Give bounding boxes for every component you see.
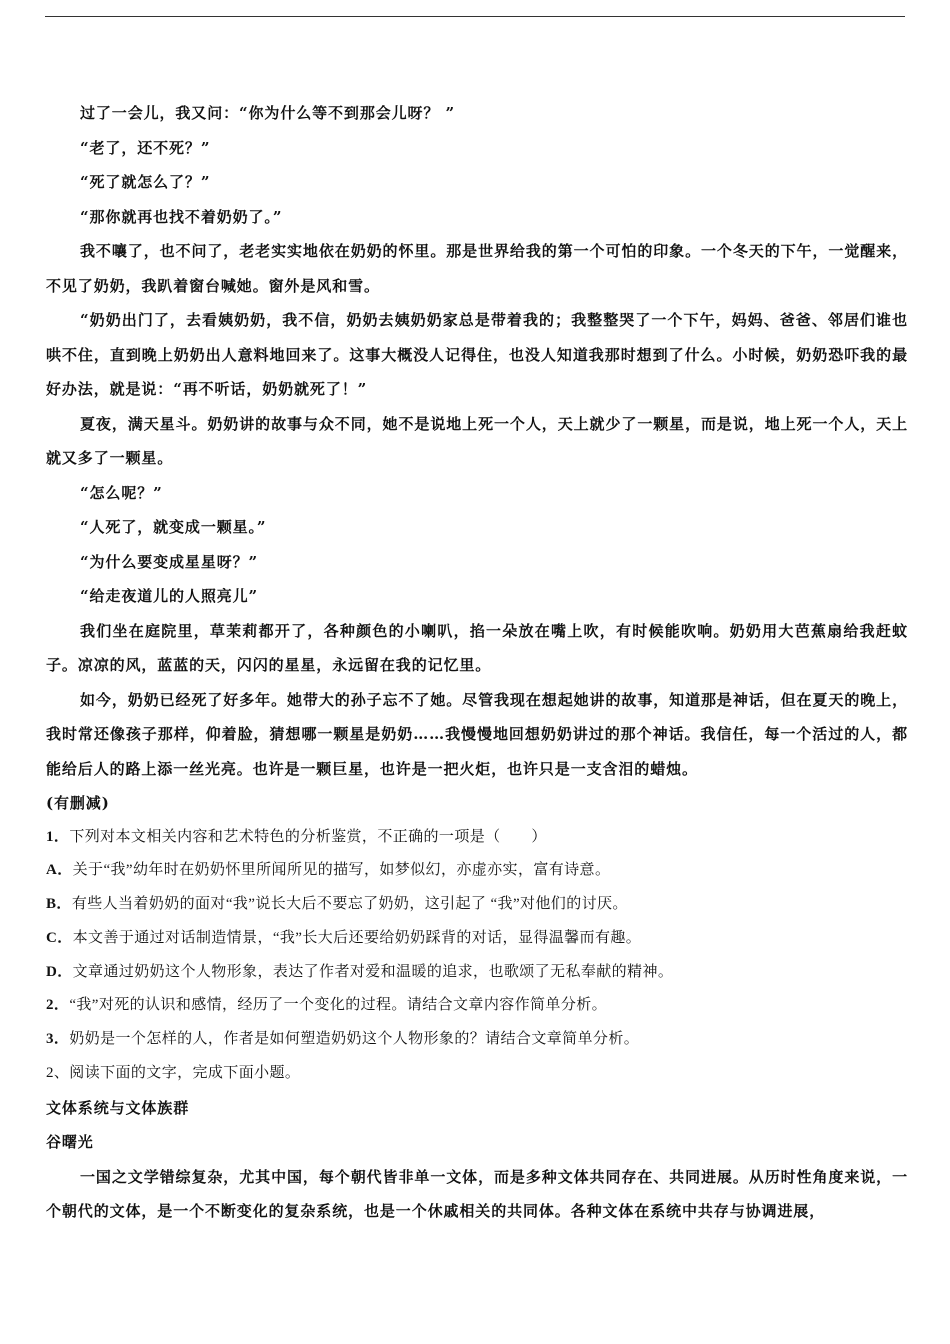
passage-paragraph: 如今，奶奶已经死了好多年。她带大的孙子忘不了她。尽管我现在想起她讲的故事，知道那是神话，但在夏天的晚上，我时常还像孩子那样，仰着脸，猜想哪一颗星是奶奶……我慢慢地回想奶奶讲过的那个神话。我信任，每一个活过的人，都能给后人的路上添一丝光亮。也许是一颗巨星，也许是一把火炬，也许只是一支含泪的蜡烛。: [46, 690, 908, 778]
question-3: [46, 1023, 908, 1057]
option-letter: D．: [46, 963, 73, 980]
passage-paragraph: 夏夜，满天星斗。奶奶讲的故事与众不同，她不是说地上死一个人，天上就少了一颗星，而是说，地上死一个人，天上就又多了一颗星。: [46, 414, 908, 467]
question-number: 3．: [46, 1031, 70, 1048]
question-1: [46, 821, 908, 855]
option-c: [46, 922, 908, 956]
option-text: 本文善于通过对话制造情景，“我”长大后还要给奶奶踩背的对话，显得温馨而有趣。: [72, 929, 642, 946]
header-rule: [45, 16, 905, 17]
passage-paragraph: “为什么要变成星星呀？”: [80, 552, 259, 571]
passage-paragraph: 我不嚷了，也不问了，老老实实地依在奶奶的怀里。那是世界给我的第一个可怕的印象。一个冬天的下午，一觉醒来，不见了奶奶，我趴着窗台喊她。窗外是风和雪。: [46, 242, 908, 295]
section-instruction: 2、阅读下面的文字，完成下面小题。: [46, 1065, 301, 1082]
option-b: [46, 888, 908, 922]
passage-paragraph: “给走夜道儿的人照亮儿”: [80, 587, 259, 605]
passage-1: [46, 96, 908, 821]
passage-paragraph: “那你就再也找不着奶奶了。”: [80, 207, 283, 226]
option-text: 文章通过奶奶这个人物形象，表达了作者对爱和温暖的追求，也歌颂了无私奉献的精神。: [72, 963, 674, 980]
article-title: 文体系统与文体族群: [46, 1098, 190, 1117]
article-paragraph: 一国之文学错综复杂，尤其中国，每个朝代皆非单一文体，而是多种文体共同存在、共同进展。从历时性角度来说，一个朝代的文体，是一个不断变化的复杂系统，也是一个休戚相关的共同体。各种文体在系统中共存与协调进展，: [46, 1167, 908, 1221]
passage-paragraph: 过了一会儿，我又问：“你为什么等不到那会儿呀？ ”: [80, 104, 455, 122]
passage-paragraph: “死了就怎么了？”: [80, 173, 211, 191]
question-2: [46, 989, 908, 1023]
article-author: 谷曙光: [46, 1133, 94, 1152]
passage-paragraph: “奶奶出门了，去看姨奶奶，我不信，奶奶去姨奶奶家总是带着我的；我整整哭了一个下午，妈妈、爸爸、邻居们谁也哄不住，直到晚上奶奶出人意料地回来了。这事大概没人记得住，也没人知道我那时想到了什么。小时候，奶奶恐吓我的最好办法，就是说：“再不听话，奶奶就死了！”: [46, 311, 908, 398]
passage-paragraph: “怎么呢？”: [80, 483, 163, 502]
option-text: 有些人当着奶奶的面对“我”说长大后不要忘了奶奶，这引起了 “我”对他们的讨厌。: [71, 896, 628, 913]
option-a: [46, 854, 908, 888]
option-letter: A．: [46, 862, 73, 879]
passage-paragraph: 我们坐在庭院里，草茉莉都开了，各种颜色的小喇叭，掐一朵放在嘴上吹，有时候能吹响。奶奶用大芭蕉扇给我赶蚊子。凉凉的风，蓝蓝的天，闪闪的星星，永远留在我的记忆里。: [46, 621, 908, 674]
question-number: 1．: [46, 828, 70, 845]
question-text: “我”对死的认识和感情，经历了一个变化的过程。请结合文章内容作简单分析。: [69, 997, 608, 1014]
document-body: [46, 96, 908, 1229]
option-letter: B．: [46, 896, 72, 913]
question-text: 下列对本文相关内容和艺术特色的分析鉴赏，不正确的一项是（ ）: [69, 828, 547, 845]
option-letter: C．: [46, 929, 73, 946]
section-2: [46, 1057, 908, 1229]
passage-paragraph: “老了，还不死？”: [80, 138, 211, 157]
source-note: (有删减): [46, 794, 110, 812]
passage-paragraph: “人死了，就变成一颗星。”: [80, 518, 267, 536]
question-number: 2．: [46, 997, 70, 1014]
question-block: [46, 821, 908, 1058]
question-text: 奶奶是一个怎样的人，作者是如何塑造奶奶这个人物形象的？请结合文章简单分析。: [69, 1031, 640, 1048]
option-d: [46, 956, 908, 990]
option-text: 关于“我”幼年时在奶奶怀里所闻所见的描写，如梦似幻，亦虚亦实，富有诗意。: [72, 862, 611, 879]
